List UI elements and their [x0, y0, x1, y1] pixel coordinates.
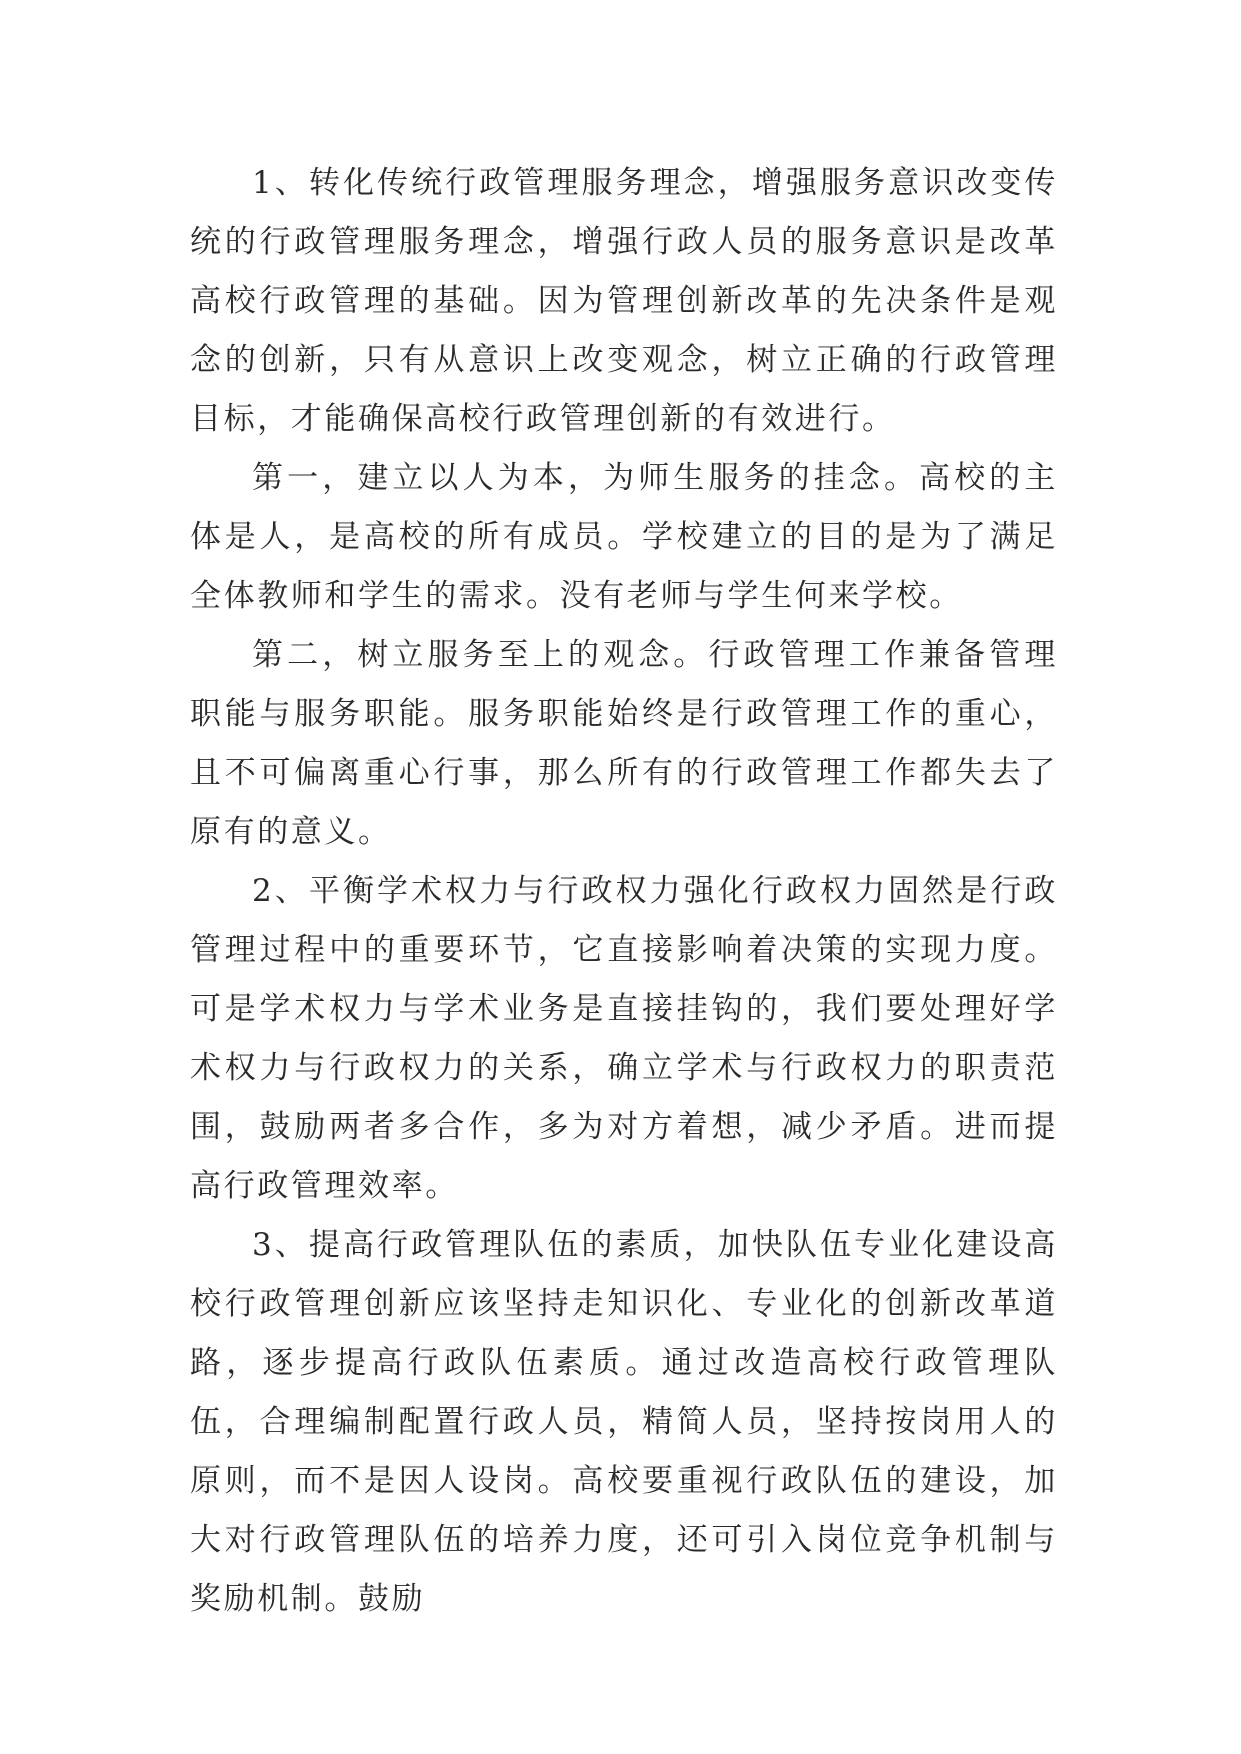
paragraph-balance-power: 2、平衡学术权力与行政权力强化行政权力固然是行政管理过程中的重要环节，它直接影响着决策的实现力度。可是学术权力与学术业务是直接挂钩的，我们要处理好学术权力与行政权力的关系，确立学术与行政权力的职责范围，鼓励两者多合作，多为对方着想，减少矛盾。进而提高行政管理效率。: [190, 873, 1058, 1204]
document-body: [190, 154, 1058, 1629]
paragraph-service-concept: 1、转化传统行政管理服务理念，增强服务意识改变传统的行政管理服务理念，增强行政人员的服务意识是改革高校行政管理的基础。因为管理创新改革的先决条件是观念的创新，只有从意识上改变观念，树立正确的行政管理目标，才能确保高校行政管理创新的有效进行。: [190, 165, 1058, 437]
paragraph-people-oriented: 第一，建立以人为本，为师生服务的挂念。高校的主体是人，是高校的所有成员。学校建立的目的是为了满足全体教师和学生的需求。没有老师与学生何来学校。: [190, 460, 1058, 614]
paragraph-service-first: 第二，树立服务至上的观念。行政管理工作兼备管理职能与服务职能。服务职能始终是行政管理工作的重心，且不可偏离重心行事，那么所有的行政管理工作都失去了原有的意义。: [190, 637, 1058, 850]
paragraph-team-quality: 3、提高行政管理队伍的素质，加快队伍专业化建设高校行政管理创新应该坚持走知识化、专业化的创新改革道路，逐步提高行政队伍素质。通过改造高校行政管理队伍，合理编制配置行政人员，精简人员，坚持按岗用人的原则，而不是因人设岗。高校要重视行政队伍的建设，加大对行政管理队伍的培养力度，还可引入岗位竞争机制与奖励机制。鼓励: [190, 1227, 1058, 1617]
